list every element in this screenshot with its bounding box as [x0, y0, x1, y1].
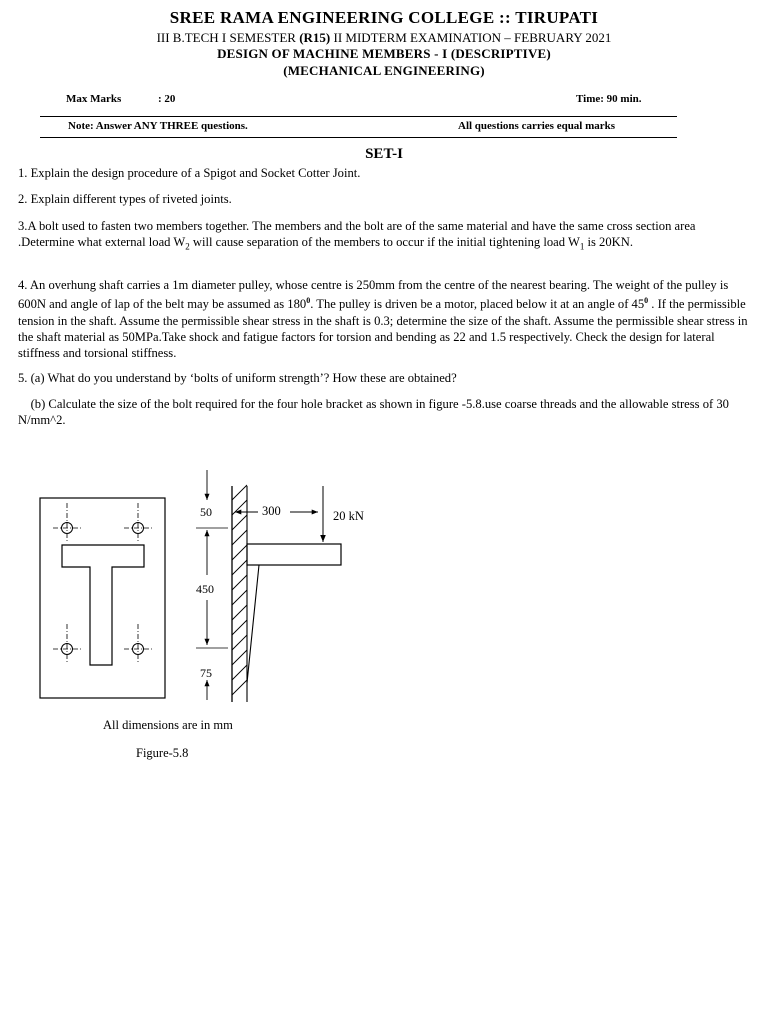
t-bracket: [62, 545, 144, 665]
exam-regulation: (R15): [299, 30, 331, 45]
question-4-text-end: . If the permissible tension in the shaft. Assume the permissible shear stress in the shaft is 0.3; determine the size of the shaft. Assume the permissible shear stress in the shaft material as 50MPa.Take shock and fatigue factors for torsion and bending as 22 and 1.5 respectively. Check the design for lateral stiffness and torsional stiffness.: [18, 297, 748, 360]
units-note: All dimensions are in mm: [103, 718, 233, 732]
dim-middle-label: 450: [196, 582, 214, 596]
instruction-note: Note: Answer ANY THREE questions.: [68, 120, 248, 132]
exam-prefix: III B.TECH I SEMESTER: [156, 30, 300, 45]
bolt-holes: [62, 523, 144, 655]
branch-title: (MECHANICAL ENGINEERING): [283, 63, 485, 78]
question-3-text-cont: will cause separation of the members to occur if the initial tightening load W: [189, 235, 580, 250]
question-3-subscript-w2: 2: [185, 241, 190, 252]
question-4-degree-180: 0: [306, 296, 311, 306]
question-3-text: 3.A bolt used to fasten two members together. The members and the bolt are of the same material and have the same cross section area .Determine what external load W: [18, 219, 696, 250]
question-4-degree-45: 0: [644, 296, 649, 306]
dim-horizontal-label: 300: [262, 504, 281, 518]
question-3-text-end: is 20KN.: [584, 235, 633, 250]
question-4-text: 4. An overhung shaft carries a 1m diameter pulley, whose centre is 250mm from the centre of the nearest bearing. The weight of the pulley is 600N and angle of lap of the belt may be assumed as 180: [18, 278, 729, 312]
subject-title: DESIGN OF MACHINE MEMBERS - I (DESCRIPTIVE): [217, 46, 551, 61]
load-label: 20 kN: [333, 509, 364, 523]
figure-caption: Figure-5.8: [136, 746, 189, 760]
bracket-arm: [247, 544, 341, 565]
max-marks-label: Max Marks: [66, 93, 122, 105]
exam-time: Time: 90 min.: [576, 93, 642, 105]
dim-bottom-label: 75: [200, 666, 212, 680]
exam-suffix: II MIDTERM EXAMINATION – FEBRUARY 2021: [330, 30, 612, 45]
question-2: 2. Explain different types of riveted joints.: [18, 192, 232, 206]
set-title: SET-I: [365, 146, 403, 162]
bracket-front-view: [40, 498, 165, 698]
wall-hatching: [232, 485, 247, 695]
question-5b: (b) Calculate the size of the bolt required for the four hole bracket as shown in figure -5.8.use coarse threads and the allowable stress of 30 N/mm^2.: [18, 397, 733, 428]
marks-note: All questions carries equal marks: [458, 120, 616, 132]
dim-top-label: 50: [200, 505, 212, 519]
hole-centerlines: [53, 503, 152, 662]
question-4-text-cont: . The pulley is driven be a motor, placed below it at an angle of 45: [310, 297, 645, 312]
bracket-rib: [247, 565, 259, 683]
question-1: 1. Explain the design procedure of a Spigot and Socket Cotter Joint.: [18, 166, 361, 180]
max-marks-value: : 20: [158, 93, 176, 105]
question-3-subscript-w1: 1: [579, 241, 585, 252]
college-name: SREE RAMA ENGINEERING COLLEGE :: TIRUPATI: [169, 8, 599, 27]
question-5a: 5. (a) What do you understand by ‘bolts of uniform strength’? How these are obtained?: [18, 371, 457, 385]
